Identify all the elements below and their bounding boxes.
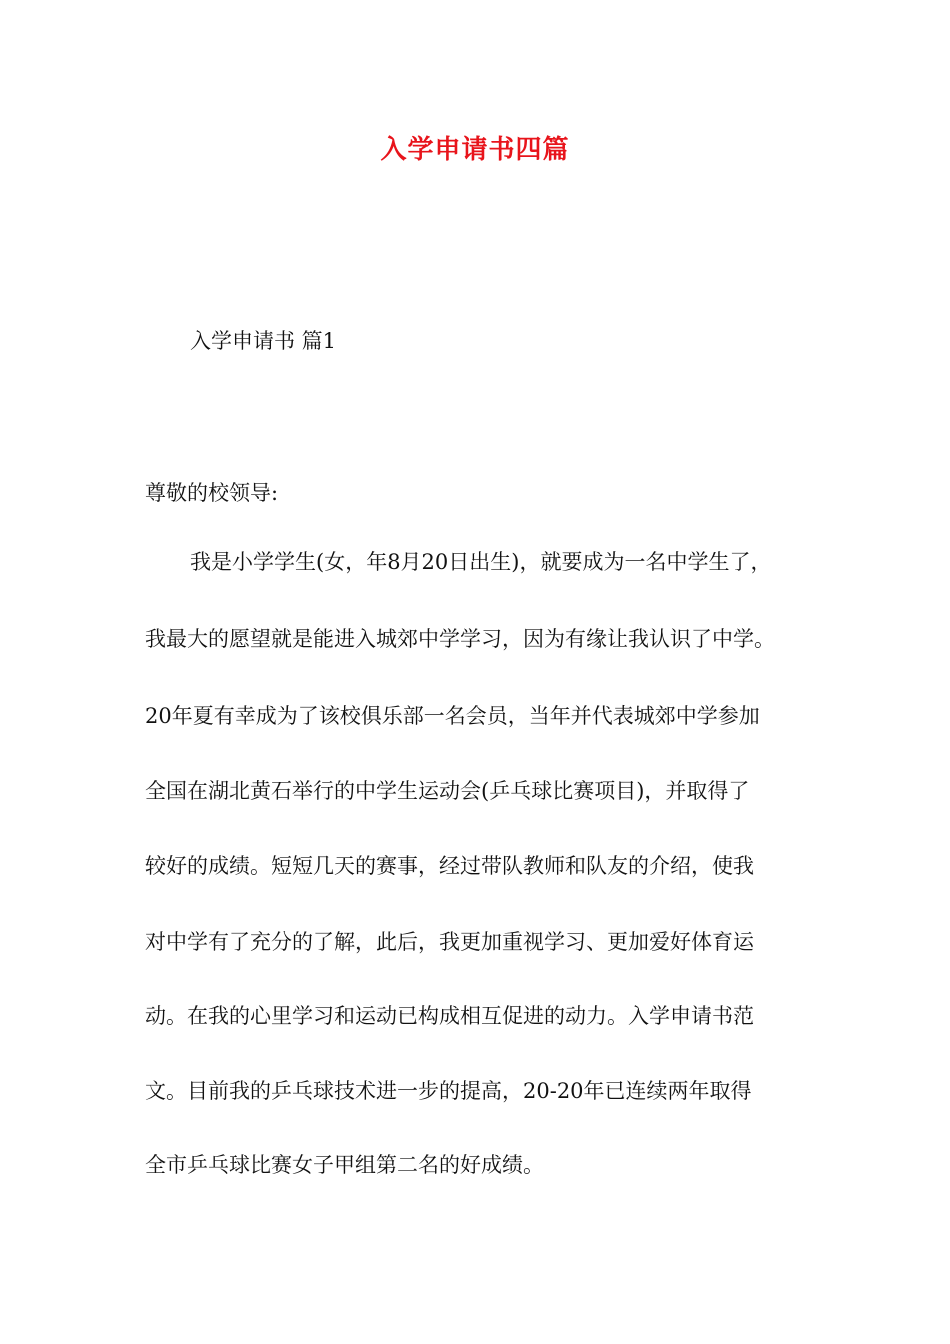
body-line: 全市乒乓球比赛女子甲组第二名的好成绩。 [145, 1153, 544, 1177]
body-line: 文。目前我的乒乓球技术进一步的提高，20-20年已连续两年取得 [145, 1079, 752, 1103]
body-line: 较好的成绩。短短几天的赛事，经过带队教师和队友的介绍，使我 [145, 854, 754, 878]
body-line: 20年夏有幸成为了该校俱乐部一名会员，当年并代表城郊中学参加 [145, 704, 760, 728]
salutation: 尊敬的校领导: [145, 481, 279, 505]
body-line: 动。在我的心里学习和运动已构成相互促进的动力。入学申请书范 [145, 1004, 754, 1028]
body-line: 我最大的愿望就是能进入城郊中学学习，因为有缘让我认识了中学。 [145, 627, 775, 651]
body-line: 我是小学学生(女，年8月20日出生)，就要成为一名中学生了， [190, 550, 772, 574]
body-line: 对中学有了充分的了解，此后，我更加重视学习、更加爱好体育运 [145, 930, 754, 954]
document-title: 入学申请书四篇 [380, 135, 570, 165]
section-heading: 入学申请书 篇1 [190, 329, 337, 353]
body-line: 全国在湖北黄石举行的中学生运动会(乒乓球比赛项目)，并取得了 [145, 779, 750, 803]
